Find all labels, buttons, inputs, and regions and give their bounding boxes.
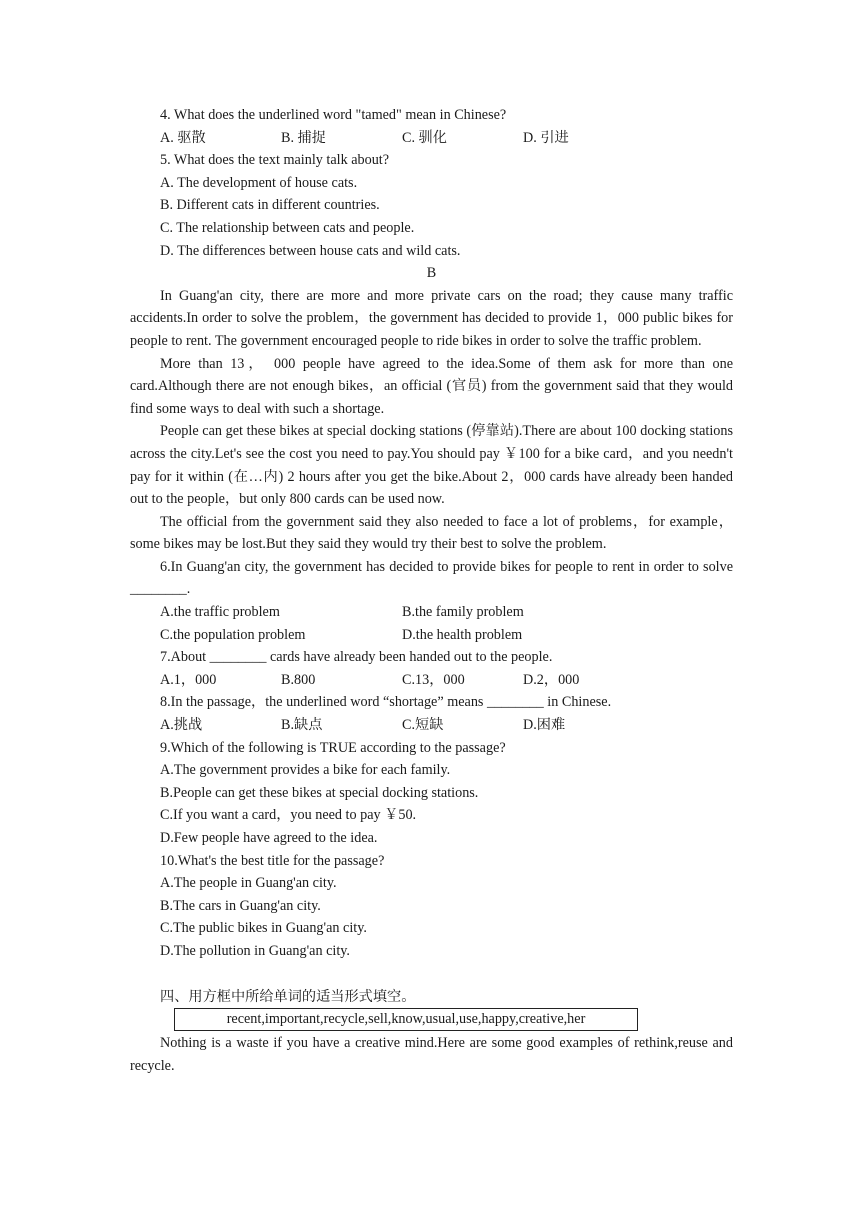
q7-option-c: C.13，000 xyxy=(402,671,465,688)
q9-option-c: C.If you want a card，you need to pay ￥50. xyxy=(160,807,417,824)
question-4-options xyxy=(130,127,733,150)
q6-option-c: C.the population problem xyxy=(160,626,306,643)
passage-paragraph-2: More than 13， 000 people have agreed to the idea.Some of them ask for more than one card.Although there are not enough bikes，an official (官员) from the government said that they would find some ways to deal with such a shortage. xyxy=(130,355,733,417)
question-6-options-row-1 xyxy=(130,601,733,624)
q10-option-a: A.The people in Guang'an city. xyxy=(160,875,337,892)
q6-option-a: A.the traffic problem xyxy=(160,604,280,621)
q5-option-d: D. The differences between house cats and wild cats. xyxy=(160,242,461,259)
q9-option-a: A.The government provides a bike for each family. xyxy=(160,762,451,779)
section-4-heading: 四、用方框中所给单词的适当形式填空。 xyxy=(160,988,416,1005)
question-7-options xyxy=(130,669,733,692)
question-6-options-row-2 xyxy=(130,624,733,647)
question-9-stem: 9.Which of the following is TRUE according to the passage? xyxy=(160,739,506,756)
q9-option-b: B.People can get these bikes at special docking stations. xyxy=(160,784,479,801)
q4-option-d: D. 引进 xyxy=(523,129,569,146)
question-8-stem: 8.In the passage，the underlined word “shortage” means ________ in Chinese. xyxy=(160,694,612,711)
q8-option-d: D.困难 xyxy=(523,717,566,734)
q5-option-c: C. The relationship between cats and people. xyxy=(160,219,415,236)
document-page xyxy=(130,104,733,1077)
q8-option-c: C.短缺 xyxy=(402,717,444,734)
section-4-paragraph: Nothing is a waste if you have a creative mind.Here are some good examples of rethink,reuse and recycle. xyxy=(130,1035,733,1074)
q8-option-b: B.缺点 xyxy=(281,717,323,734)
question-5-stem: 5. What does the text mainly talk about? xyxy=(160,152,390,169)
passage-paragraph-4: The official from the government said they also needed to face a lot of problems，for example，some bikes may be lost.But they said they would try their best to solve the problem. xyxy=(130,513,733,553)
question-8-options xyxy=(130,714,733,737)
q6-option-d: D.the health problem xyxy=(402,626,523,643)
q5-option-a: A. The development of house cats. xyxy=(160,174,358,191)
q9-option-d: D.Few people have agreed to the idea. xyxy=(160,830,378,846)
q7-option-a: A.1，000 xyxy=(160,671,217,688)
q4-option-a: A. 驱散 xyxy=(160,129,206,146)
question-4-stem: 4. What does the underlined word "tamed" mean in Chinese? xyxy=(160,107,507,123)
q10-option-b: B.The cars in Guang'an city. xyxy=(160,897,321,914)
q7-option-d: D.2，000 xyxy=(523,671,580,688)
q4-option-b: B. 捕捉 xyxy=(281,129,326,146)
section-spacer xyxy=(130,963,733,986)
question-10-stem: 10.What's the best title for the passage? xyxy=(160,852,385,869)
passage-paragraph-3: People can get these bikes at special docking stations (停靠站).There are about 100 docking stations across the city.Let's see the cost you need to pay.You should pay ￥100 for a bike card，and you needn't pay for it within (在…内) 2 hours after you get the bike.About 2，000 cards have already been handed out to the people，but only 800 cards can be used now. xyxy=(130,423,733,508)
section-b-label: B xyxy=(426,265,437,282)
q7-option-b: B.800 xyxy=(281,671,316,688)
word-box: recent,important,recycle,sell,know,usual,use,happy,creative,her xyxy=(174,1008,638,1031)
q6-option-b: B.the family problem xyxy=(402,604,524,621)
q4-option-c: C. 驯化 xyxy=(402,129,447,146)
question-7-stem: 7.About ________ cards have already been handed out to the people. xyxy=(160,649,553,666)
passage-paragraph-1: In Guang'an city, there are more and more private cars on the road; they cause many traffic accidents.In order to solve the problem，the government has decided to provide 1，000 public bikes for people to rent. The government encouraged people to ride bikes in order to solve the traffic problem. xyxy=(130,287,733,349)
question-6-stem: 6.In Guang'an city, the government has decided to provide bikes for people to rent in order to solve ________. xyxy=(130,558,733,598)
q8-option-a: A.挑战 xyxy=(160,717,203,734)
q5-option-b: B. Different cats in different countries. xyxy=(160,197,380,214)
q10-option-c: C.The public bikes in Guang'an city. xyxy=(160,920,367,937)
q10-option-d: D.The pollution in Guang'an city. xyxy=(160,942,350,959)
